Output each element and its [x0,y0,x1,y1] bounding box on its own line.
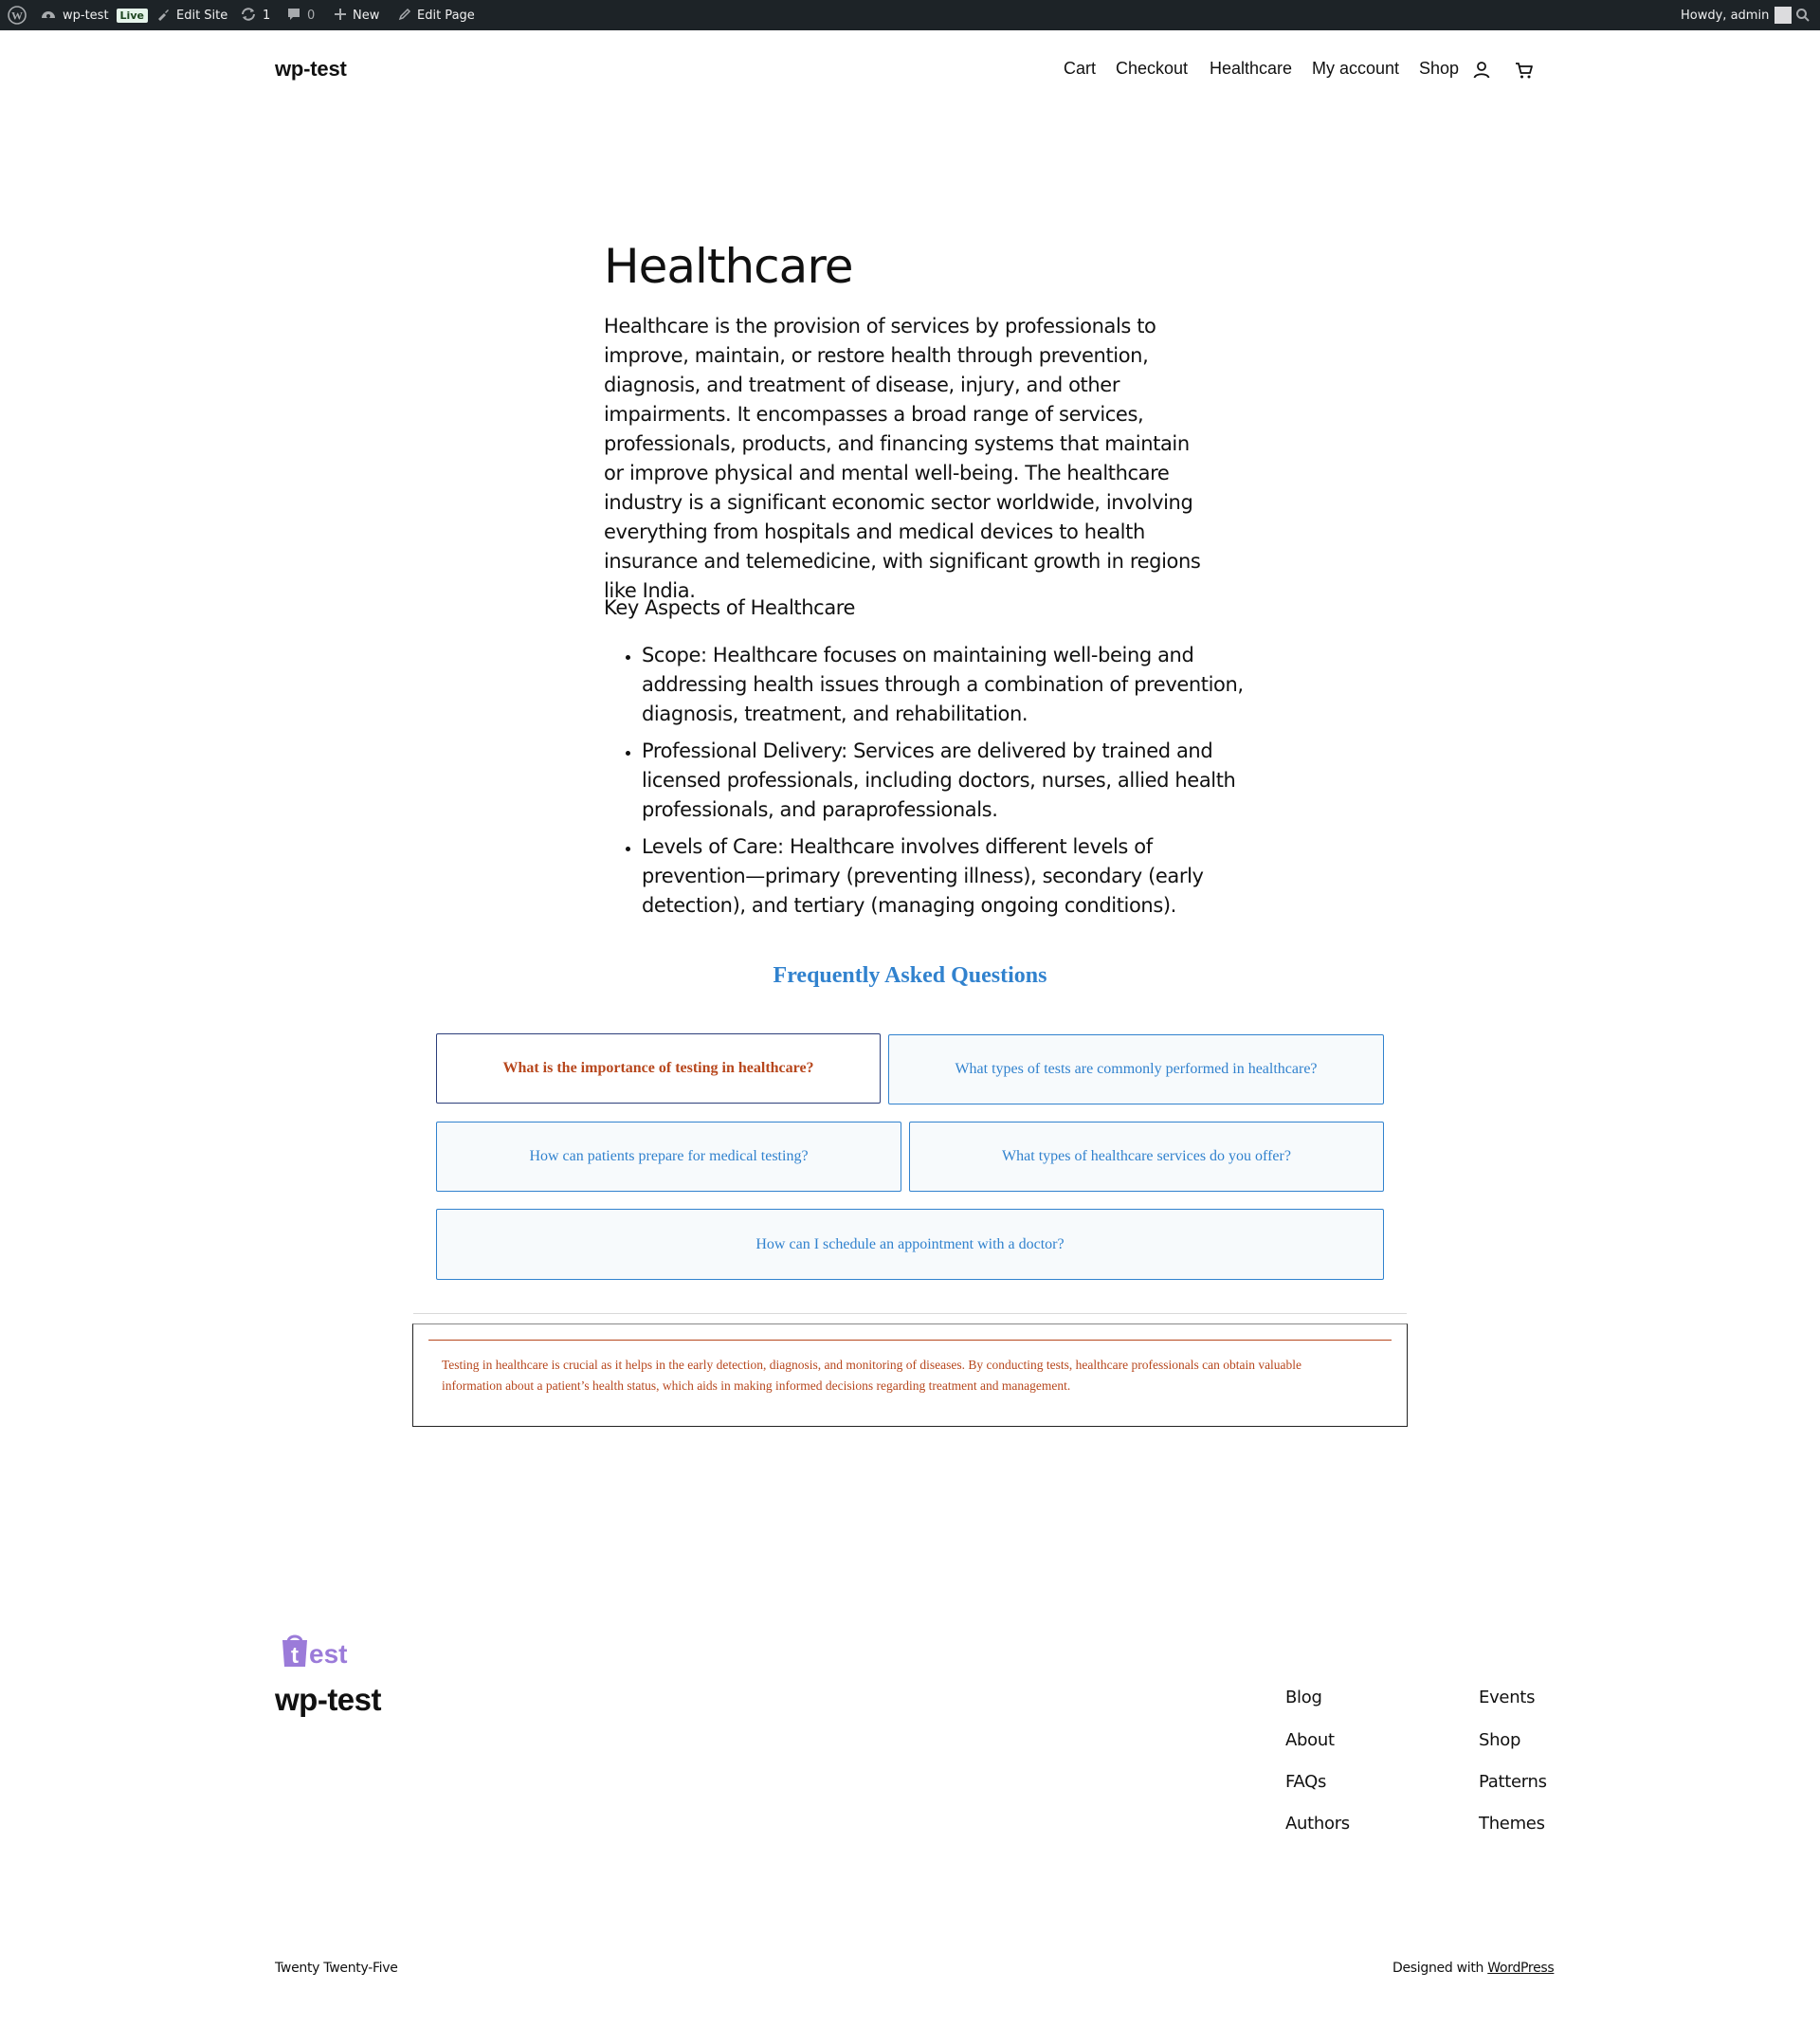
page-title: Healthcare [604,239,853,294]
edit-page-link[interactable] [398,0,475,30]
footer-link-events[interactable]: Events [1479,1688,1536,1707]
wordpress-logo-icon[interactable] [8,0,27,30]
nav-cart[interactable]: Cart [1064,59,1097,78]
faq-question-1-button[interactable]: What is the importance of testing in healthcare? [436,1033,881,1104]
key-aspects-heading: Key Aspects of Healthcare [604,596,856,619]
admin-search-icon[interactable] [1795,0,1811,30]
nav-checkout[interactable]: Checkout [1116,59,1189,78]
admin-site-name: wp-test [63,8,109,23]
footer-link-authors[interactable]: Authors [1285,1814,1350,1834]
faq-question-3-button[interactable]: How can patients prepare for medical testing? [436,1122,901,1192]
faq-question-4-button[interactable]: What types of healthcare services do you offer? [909,1122,1384,1192]
wordpress-link[interactable]: WordPress [1487,1961,1555,1976]
cart-icon[interactable] [1514,60,1535,81]
edit-site-label: Edit Site [176,8,228,23]
footer-link-shop[interactable]: Shop [1479,1730,1521,1750]
footer-site-title[interactable]: wp-test [275,1682,381,1717]
key-aspects-list [604,641,1246,928]
avatar [1774,7,1792,24]
faq-question-5-button[interactable]: How can I schedule an appointment with a doctor? [436,1209,1384,1280]
nav-my-account[interactable]: My account [1312,59,1400,78]
dashboard-icon [40,6,57,26]
account-icon[interactable] [1471,60,1492,81]
aspect-text: : Healthcare focuses on maintaining well-being and addressing health issues through a combination of prevention, diagnosis, treatment, and rehabilitation. [642,644,1244,725]
answer-divider [428,1340,1392,1341]
edit-site-link[interactable] [155,0,228,30]
updates-count: 1 [263,8,271,23]
aspect-term: Professional Delivery [642,739,842,762]
comment-bubble-icon [286,7,301,25]
list-item [642,737,1246,825]
designed-with-text: Designed with [1392,1961,1484,1976]
footer-link-about[interactable]: About [1285,1730,1335,1750]
svg-text:est: est [309,1639,348,1669]
aspect-term: Scope [642,644,701,666]
aspect-text: : Services are delivered by trained and licensed professionals, including doctors, nurses, allied health professionals, and paraprofessionals. [642,739,1236,821]
my-account-menu[interactable] [1681,0,1792,30]
plus-icon [334,8,347,24]
admin-bar [0,0,1820,30]
faq-answer-panel [412,1323,1408,1427]
greeting-text: Howdy, admin [1681,8,1770,23]
list-item [642,641,1246,729]
theme-name: Twenty Twenty-Five [275,1961,398,1976]
pencil-icon [398,8,411,24]
comments-link[interactable] [286,0,315,30]
site-title[interactable]: wp-test [275,57,347,81]
footer-link-themes[interactable]: Themes [1479,1814,1545,1834]
svg-text:W: W [11,9,23,23]
aspect-term: Levels of Care [642,835,777,858]
list-item [642,832,1246,921]
comments-count: 0 [307,8,316,23]
admin-site-link[interactable] [40,0,148,30]
footer-link-faqs[interactable]: FAQs [1285,1772,1327,1792]
faq-divider [413,1313,1407,1314]
updates-icon [240,6,257,26]
edit-page-label: Edit Page [417,8,475,23]
svg-text:t: t [291,1643,299,1669]
aspect-text: : Healthcare involves different levels of prevention—primary (preventing illness), secondary (early detection), and tertiary (managing ongoing conditions). [642,835,1204,917]
new-label: New [353,8,380,23]
nav-shop[interactable]: Shop [1419,59,1460,78]
footer-link-blog[interactable]: Blog [1285,1688,1322,1707]
faq-answer-text: Testing in healthcare is crucial as it helps in the early detection, diagnosis, and monitoring of diseases. By conducting tests, healthcare professionals can obtain valuable information about a patient’s health status, which aids in making informed decisions regarding treatment and management. [442,1358,1302,1393]
faq-title: Frequently Asked Questions [773,963,1047,988]
brush-icon [155,7,171,25]
designed-with [1392,1961,1554,1976]
faq-question-2-button[interactable]: What types of tests are commonly performed in healthcare? [888,1034,1384,1104]
intro-paragraph: Healthcare is the provision of services by professionals to improve, maintain, or restore health through prevention, diagnosis, and treatment of disease, injury, and other impairments. It encompasses a broad range of services, professionals, products, and financing systems that maintain or improve physical and mental well-being. The healthcare industry is a significant economic sector worldwide, involving everything from hospitals and medical devices to health insurance and telemedicine, with significant growth in regions like India. [604,315,1201,602]
footer-link-patterns[interactable]: Patterns [1479,1772,1547,1792]
new-content-link[interactable] [334,0,379,30]
site-logo[interactable] [275,1617,389,1674]
updates-link[interactable] [240,0,270,30]
live-badge: Live [117,9,148,23]
nav-healthcare[interactable]: Healthcare [1210,59,1293,78]
